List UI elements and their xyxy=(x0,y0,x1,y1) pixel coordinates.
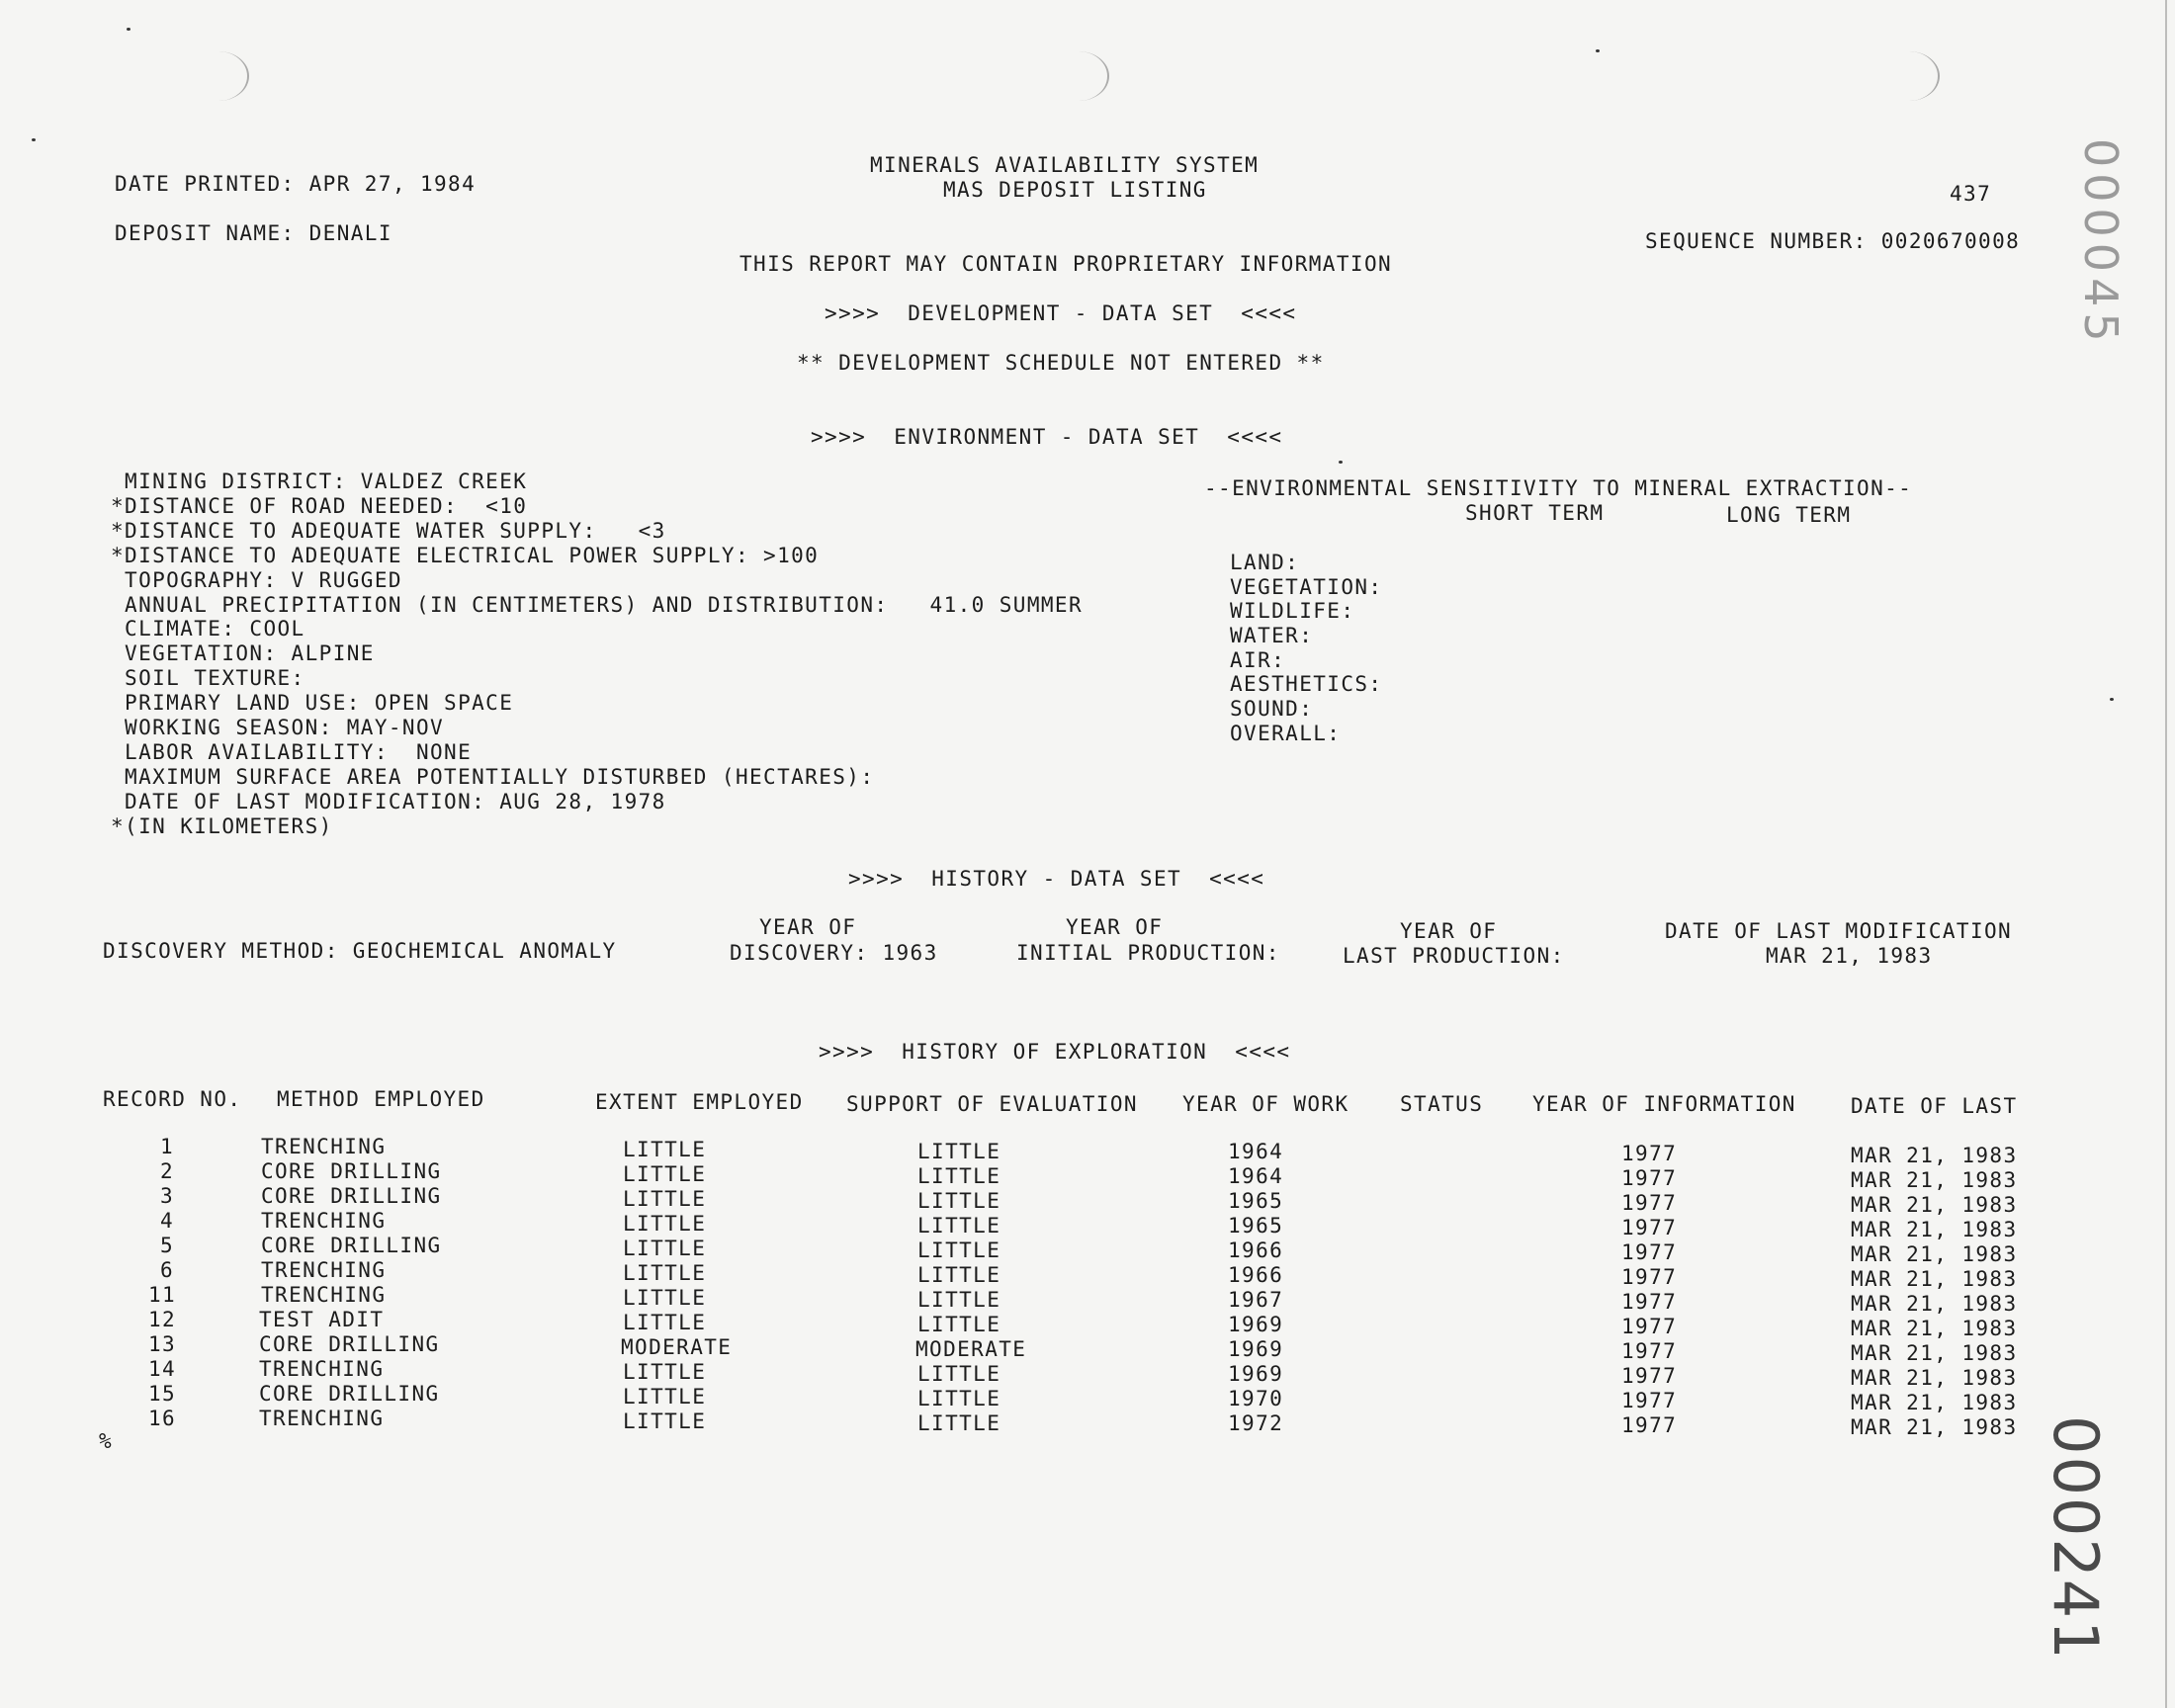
deposit-name: DEPOSIT NAME: DENALI xyxy=(115,221,392,245)
env-line-mining-district: MINING DISTRICT: VALDEZ CREEK xyxy=(111,470,528,493)
cell-year-info: 1977 xyxy=(1621,1290,1678,1314)
cell-year-info: 1977 xyxy=(1621,1265,1678,1289)
cell-year-of-work: 1965 xyxy=(1228,1189,1284,1213)
scan-speck xyxy=(1596,49,1600,52)
cell-record-no: 2 xyxy=(160,1159,175,1183)
cell-method: CORE DRILLING xyxy=(261,1184,442,1208)
sensitivity-sound: SOUND: xyxy=(1230,697,1314,721)
cell-record-no: 6 xyxy=(160,1258,175,1282)
discovery-year: DISCOVERY: 1963 xyxy=(730,941,938,965)
env-line-water-distance: *DISTANCE TO ADEQUATE WATER SUPPLY: <3 xyxy=(111,519,666,543)
cell-record-no: 4 xyxy=(160,1209,175,1233)
scan-speck xyxy=(1339,461,1343,464)
cell-date-last: MAR 21, 1983 xyxy=(1851,1218,2018,1241)
cell-method: TRENCHING xyxy=(261,1258,387,1282)
cell-support: LITTLE xyxy=(917,1140,1001,1163)
sensitivity-aesthetics: AESTHETICS: xyxy=(1230,672,1383,696)
cell-method: TRENCHING xyxy=(261,1209,387,1233)
cell-record-no: 1 xyxy=(160,1135,175,1158)
sensitivity-air: AIR: xyxy=(1230,648,1286,672)
col-status: STATUS xyxy=(1400,1092,1484,1116)
cell-date-last: MAR 21, 1983 xyxy=(1851,1292,2018,1316)
cell-date-last: MAR 21, 1983 xyxy=(1851,1168,2018,1192)
cell-record-no: 14 xyxy=(148,1357,177,1381)
env-line-surface-area: MAXIMUM SURFACE AREA POTENTIALLY DISTURBED (HECTARES): xyxy=(111,765,875,789)
cell-support: LITTLE xyxy=(917,1411,1001,1435)
cell-date-last: MAR 21, 1983 xyxy=(1851,1415,2018,1439)
cell-support: LITTLE xyxy=(917,1164,1001,1188)
year-of-last-label: YEAR OF xyxy=(1400,919,1498,943)
cell-year-of-work: 1965 xyxy=(1228,1214,1284,1238)
cell-extent: LITTLE xyxy=(623,1237,707,1260)
cell-year-of-work: 1964 xyxy=(1228,1140,1284,1163)
sensitivity-water: WATER: xyxy=(1230,624,1314,647)
discovery-method: DISCOVERY METHOD: GEOCHEMICAL ANOMALY xyxy=(103,939,617,963)
cell-year-of-work: 1969 xyxy=(1228,1313,1284,1336)
cell-date-last: MAR 21, 1983 xyxy=(1851,1242,2018,1266)
cell-date-last: MAR 21, 1983 xyxy=(1851,1317,2018,1340)
end-of-listing-marker: % xyxy=(99,1429,114,1453)
cell-year-of-work: 1970 xyxy=(1228,1387,1284,1410)
cell-record-no: 11 xyxy=(148,1283,177,1307)
sensitivity-heading: --ENVIRONMENTAL SENSITIVITY TO MINERAL EXTRACTION-- xyxy=(1204,476,1913,500)
cell-method: TRENCHING xyxy=(261,1283,387,1307)
cell-support: LITTLE xyxy=(917,1387,1001,1410)
sensitivity-overall: OVERALL: xyxy=(1230,722,1342,745)
cell-extent: LITTLE xyxy=(623,1138,707,1161)
margin-stamp-top: 000045 xyxy=(2074,138,2128,348)
page-number: 437 xyxy=(1950,182,1992,206)
cell-year-of-work: 1969 xyxy=(1228,1362,1284,1386)
cell-support: LITTLE xyxy=(917,1362,1001,1386)
scan-speck xyxy=(127,28,130,31)
cell-method: TRENCHING xyxy=(259,1407,385,1430)
cell-year-info: 1977 xyxy=(1621,1142,1678,1165)
cell-year-info: 1977 xyxy=(1621,1240,1678,1264)
cell-method: CORE DRILLING xyxy=(261,1159,442,1183)
cell-record-no: 15 xyxy=(148,1382,177,1406)
year-of-initial-label: YEAR OF xyxy=(1066,915,1164,939)
cell-method: CORE DRILLING xyxy=(259,1382,440,1406)
env-line-vegetation: VEGETATION: ALPINE xyxy=(111,641,375,665)
cell-support: LITTLE xyxy=(917,1214,1001,1238)
punch-mark xyxy=(188,51,249,101)
env-line-road-distance: *DISTANCE OF ROAD NEEDED: <10 xyxy=(111,494,528,518)
env-line-climate: CLIMATE: COOL xyxy=(111,617,305,640)
cell-record-no: 16 xyxy=(148,1407,177,1430)
year-of-discovery-label: YEAR OF xyxy=(759,915,857,939)
cell-year-of-work: 1966 xyxy=(1228,1263,1284,1287)
env-line-working-season: WORKING SEASON: MAY-NOV xyxy=(111,716,445,739)
system-title: MINERALS AVAILABILITY SYSTEM xyxy=(870,153,1260,177)
cell-extent: LITTLE xyxy=(623,1360,707,1384)
development-heading: >>>> DEVELOPMENT - DATA SET <<<< xyxy=(825,301,1297,325)
punch-mark xyxy=(1048,51,1109,101)
cell-support: MODERATE xyxy=(915,1337,1027,1361)
scan-edge xyxy=(2165,0,2167,1708)
cell-support: LITTLE xyxy=(917,1238,1001,1262)
cell-date-last: MAR 21, 1983 xyxy=(1851,1391,2018,1414)
cell-extent: LITTLE xyxy=(623,1385,707,1409)
cell-extent: LITTLE xyxy=(623,1311,707,1334)
sensitivity-land: LAND: xyxy=(1230,551,1300,574)
cell-support: LITTLE xyxy=(917,1263,1001,1287)
date-printed: DATE PRINTED: APR 27, 1984 xyxy=(115,172,477,196)
cell-date-last: MAR 21, 1983 xyxy=(1851,1193,2018,1217)
env-line-topography: TOPOGRAPHY: V RUGGED xyxy=(111,568,402,592)
cell-year-of-work: 1966 xyxy=(1228,1238,1284,1262)
cell-record-no: 13 xyxy=(148,1332,177,1356)
scan-speck xyxy=(2110,698,2114,701)
exploration-heading: >>>> HISTORY OF EXPLORATION <<<< xyxy=(819,1040,1291,1064)
last-production: LAST PRODUCTION: xyxy=(1343,944,1565,968)
cell-year-info: 1977 xyxy=(1621,1364,1678,1388)
cell-year-of-work: 1972 xyxy=(1228,1411,1284,1435)
short-term-label: SHORT TERM xyxy=(1465,501,1605,525)
cell-support: LITTLE xyxy=(917,1313,1001,1336)
environment-heading: >>>> ENVIRONMENT - DATA SET <<<< xyxy=(811,425,1283,449)
initial-production: INITIAL PRODUCTION: xyxy=(1016,941,1280,965)
cell-method: CORE DRILLING xyxy=(261,1234,442,1257)
long-term-label: LONG TERM xyxy=(1726,503,1852,527)
env-line-soil-texture: SOIL TEXTURE: xyxy=(111,666,305,690)
env-line-precipitation: ANNUAL PRECIPITATION (IN CENTIMETERS) AND DISTRIBUTION: 41.0 SUMMER xyxy=(111,593,1084,617)
env-line-power-distance: *DISTANCE TO ADEQUATE ELECTRICAL POWER SUPPLY: >100 xyxy=(111,544,820,567)
cell-year-of-work: 1967 xyxy=(1228,1288,1284,1312)
cell-year-info: 1977 xyxy=(1621,1216,1678,1239)
sensitivity-wildlife: WILDLIFE: xyxy=(1230,599,1355,623)
cell-year-of-work: 1964 xyxy=(1228,1164,1284,1188)
cell-extent: LITTLE xyxy=(623,1162,707,1186)
scan-speck xyxy=(32,138,36,141)
cell-date-last: MAR 21, 1983 xyxy=(1851,1144,2018,1167)
cell-extent: LITTLE xyxy=(623,1286,707,1310)
env-line-labor: LABOR AVAILABILITY: NONE xyxy=(111,740,473,764)
cell-support: LITTLE xyxy=(917,1288,1001,1312)
cell-year-info: 1977 xyxy=(1621,1166,1678,1190)
listing-title: MAS DEPOSIT LISTING xyxy=(943,178,1207,202)
cell-method: TRENCHING xyxy=(261,1135,387,1158)
cell-extent: LITTLE xyxy=(623,1212,707,1236)
margin-stamp-bottom: 000241 xyxy=(2040,1415,2112,1662)
cell-year-info: 1977 xyxy=(1621,1191,1678,1215)
col-year-info: YEAR OF INFORMATION xyxy=(1532,1092,1796,1116)
col-date-last: DATE OF LAST xyxy=(1851,1094,2018,1118)
cell-method: CORE DRILLING xyxy=(259,1332,440,1356)
cell-date-last: MAR 21, 1983 xyxy=(1851,1341,2018,1365)
cell-year-of-work: 1969 xyxy=(1228,1337,1284,1361)
cell-year-info: 1977 xyxy=(1621,1339,1678,1363)
col-record-no: RECORD NO. xyxy=(103,1087,242,1111)
cell-date-last: MAR 21, 1983 xyxy=(1851,1267,2018,1291)
cell-extent: LITTLE xyxy=(623,1261,707,1285)
cell-extent: MODERATE xyxy=(621,1335,733,1359)
cell-record-no: 12 xyxy=(148,1308,177,1331)
col-extent: EXTENT EMPLOYED xyxy=(595,1090,804,1114)
cell-extent: LITTLE xyxy=(623,1187,707,1211)
history-last-mod-label: DATE OF LAST MODIFICATION xyxy=(1665,919,2013,943)
proprietary-notice: THIS REPORT MAY CONTAIN PROPRIETARY INFORMATION xyxy=(740,252,1393,276)
cell-record-no: 5 xyxy=(160,1234,175,1257)
col-year-of-work: YEAR OF WORK xyxy=(1182,1092,1349,1116)
cell-date-last: MAR 21, 1983 xyxy=(1851,1366,2018,1390)
cell-extent: LITTLE xyxy=(623,1409,707,1433)
cell-year-info: 1977 xyxy=(1621,1315,1678,1338)
punch-mark xyxy=(1878,51,1940,101)
history-heading: >>>> HISTORY - DATA SET <<<< xyxy=(848,867,1265,891)
env-line-last-modification: DATE OF LAST MODIFICATION: AUG 28, 1978 xyxy=(111,790,666,813)
cell-record-no: 3 xyxy=(160,1184,175,1208)
sequence-number: SEQUENCE NUMBER: 0020670008 xyxy=(1645,229,2021,253)
history-last-mod-date: MAR 21, 1983 xyxy=(1766,944,1933,968)
cell-method: TRENCHING xyxy=(259,1357,385,1381)
cell-year-info: 1977 xyxy=(1621,1389,1678,1412)
col-support: SUPPORT OF EVALUATION xyxy=(846,1092,1138,1116)
env-line-units-note: *(IN KILOMETERS) xyxy=(111,814,333,838)
sensitivity-vegetation: VEGETATION: xyxy=(1230,575,1383,599)
cell-method: TEST ADIT xyxy=(259,1308,385,1331)
col-method: METHOD EMPLOYED xyxy=(277,1087,485,1111)
development-schedule-note: ** DEVELOPMENT SCHEDULE NOT ENTERED ** xyxy=(797,351,1325,375)
cell-year-info: 1977 xyxy=(1621,1413,1678,1437)
cell-support: LITTLE xyxy=(917,1189,1001,1213)
env-line-land-use: PRIMARY LAND USE: OPEN SPACE xyxy=(111,691,514,715)
